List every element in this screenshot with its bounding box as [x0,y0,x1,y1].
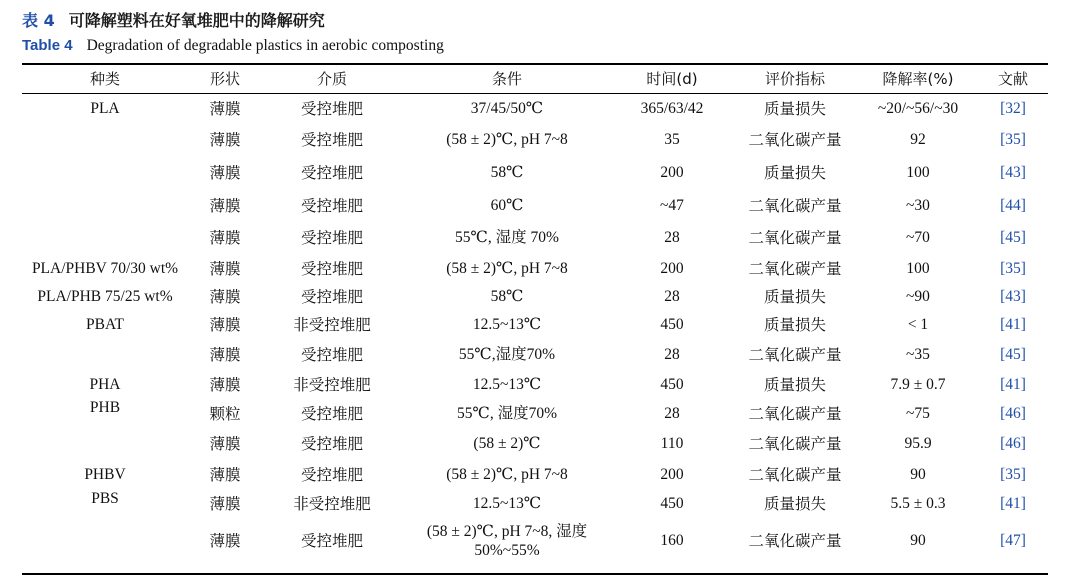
cell-medium: 受控堆肥 [300,345,363,364]
cell-rate: ~20/~56/~30 [877,99,959,117]
cell-type [22,517,188,564]
cell-indicator: 二氧化碳产量 [748,404,842,423]
table-row [22,190,1048,221]
cell-condition: 12.5~13℃ [472,315,542,333]
cell-rate: 7.9 ± 0.7 [890,375,946,393]
cell-condition: 55℃, 湿度70% [456,404,557,422]
cell-type [22,339,188,370]
table-row [22,155,1048,190]
header-row [22,64,1048,93]
cell-shape: 薄膜 [209,345,241,364]
cell-type [22,221,188,254]
cell-type: PBS [91,490,119,507]
cell-condition: (58 ± 2)℃, pH 7~8 [446,130,568,148]
cell-medium: 非受控堆肥 [293,315,371,334]
cell-shape: 薄膜 [209,259,241,278]
cell-shape: 薄膜 [209,130,241,149]
cell-indicator: 质量损失 [763,99,826,118]
table-row [22,339,1048,370]
cell-indicator: 二氧化碳产量 [748,196,842,215]
cell-time: 28 [664,345,680,363]
cell-shape: 薄膜 [209,531,241,550]
table-label-en: Table 4 [22,37,73,54]
cell-shape: 薄膜 [209,163,241,182]
cell-indicator: 二氧化碳产量 [748,228,842,247]
cell-medium: 受控堆肥 [300,259,363,278]
header-rate: 降解率(%) [882,69,954,88]
cell-ref: [46] [1000,434,1026,452]
cell-type [22,124,188,155]
cell-rate: 92 [910,130,926,148]
header-indicator: 评价指标 [764,69,825,88]
cell-condition: (58 ± 2)℃ [473,434,541,452]
table-row [22,310,1048,339]
cell-ref: [32] [1000,99,1026,117]
cell-type: PHA [89,375,121,393]
cell-type: PHB [89,399,121,416]
cell-medium: 非受控堆肥 [293,494,371,513]
cell-time: 200 [660,259,684,277]
cell-medium: 受控堆肥 [300,228,363,247]
cell-medium: 非受控堆肥 [293,375,371,394]
cell-medium: 受控堆肥 [300,287,363,306]
cell-indicator: 质量损失 [763,375,826,394]
table-caption-en [22,37,444,55]
cell-medium: 受控堆肥 [300,531,363,550]
cell-time: 160 [660,531,684,549]
cell-ref: [41] [1000,375,1026,393]
table-caption-cn [22,8,325,31]
cell-type [22,155,188,190]
cell-medium: 受控堆肥 [300,434,363,453]
cell-rate: 90 [910,465,926,483]
cell-medium: 受控堆肥 [300,465,363,484]
table-title-en: Degradation of degradable plastics in aerobic composting [86,37,444,54]
cell-type: PLA [90,99,120,117]
table-label-cn: 表 4 [22,11,55,30]
cell-time: 28 [664,287,680,305]
cell-time: 110 [660,434,684,452]
cell-ref: [35] [1000,259,1026,277]
cell-condition: 37/45/50℃ [470,99,544,117]
cell-shape: 薄膜 [209,315,241,334]
table-body [22,93,1048,564]
cell-indicator: 质量损失 [763,315,826,334]
cell-rate: 95.9 [904,434,932,452]
cell-condition: 58℃ [490,287,524,305]
cell-type [22,190,188,221]
cell-rate: 100 [906,163,930,181]
cell-medium: 受控堆肥 [300,130,363,149]
header-time: 时间(d) [646,69,698,88]
table-row [22,93,1048,124]
cell-shape: 薄膜 [209,465,241,484]
table-row [22,490,1048,517]
cell-indicator: 质量损失 [763,494,826,513]
cell-type: PLA/PHBV 70/30 wt% [31,259,179,277]
cell-rate: 5.5 ± 0.3 [890,494,946,512]
cell-condition: 12.5~13℃ [472,375,542,393]
cell-time: 450 [660,375,684,393]
cell-time: 35 [664,130,680,148]
cell-rate: ~35 [906,345,930,363]
cell-medium: 受控堆肥 [300,196,363,215]
header-ref: 文献 [997,69,1028,88]
cell-indicator: 质量损失 [763,163,826,182]
cell-ref: [35] [1000,465,1026,483]
header-type: 种类 [89,69,120,88]
cell-indicator: 二氧化碳产量 [748,465,842,484]
cell-rate: < 1 [907,315,929,333]
cell-indicator: 二氧化碳产量 [748,130,842,149]
cell-ref: [43] [1000,163,1026,181]
cell-rate: ~75 [906,404,930,422]
table-row [22,254,1048,283]
header-medium: 介质 [316,69,347,88]
cell-type: PLA/PHB 75/25 wt% [37,287,173,305]
cell-rate: ~30 [906,196,930,214]
cell-ref: [41] [1000,494,1026,512]
cell-shape: 薄膜 [209,228,241,247]
cell-type: PBAT [86,315,124,333]
cell-shape: 薄膜 [209,375,241,394]
cell-condition: (58 ± 2)℃, pH 7~8 [446,465,568,483]
table-row [22,124,1048,155]
table-row [22,283,1048,310]
cell-time: 450 [660,494,684,512]
cell-ref: [35] [1000,130,1026,148]
cell-ref: [43] [1000,287,1026,305]
bottom-rule [22,573,1048,575]
table-row [22,428,1048,459]
cell-medium: 受控堆肥 [300,404,363,423]
cell-condition: (58 ± 2)℃, pH 7~8, 湿度 50%~55% [426,522,588,559]
table-title-cn: 可降解塑料在好氧堆肥中的降解研究 [68,11,325,30]
cell-ref: [45] [1000,345,1026,363]
cell-shape: 薄膜 [209,287,241,306]
cell-time: ~47 [660,196,684,214]
cell-time: 200 [660,163,684,181]
table-row [22,517,1048,564]
cell-time: 200 [660,465,684,483]
cell-indicator: 二氧化碳产量 [748,531,842,550]
cell-time: 28 [664,228,680,246]
cell-shape: 薄膜 [209,434,241,453]
table-row [22,221,1048,254]
table-row [22,399,1048,428]
cell-rate: ~90 [906,287,930,305]
cell-type: PHBV [84,465,126,483]
cell-time: 365/63/42 [640,99,704,117]
cell-ref: [47] [1000,531,1026,549]
cell-shape: 薄膜 [209,196,241,215]
cell-condition: 58℃ [490,163,524,181]
cell-indicator: 二氧化碳产量 [748,259,842,278]
cell-rate: 90 [910,531,926,549]
header-condition: 条件 [491,69,522,88]
cell-indicator: 质量损失 [763,287,826,306]
cell-shape: 薄膜 [209,99,241,118]
cell-time: 28 [664,404,680,422]
cell-condition: 55℃, 湿度 70% [455,228,559,246]
cell-indicator: 二氧化碳产量 [748,345,842,364]
cell-condition: 60℃ [490,196,524,214]
cell-shape: 薄膜 [209,494,241,513]
cell-ref: [44] [1000,196,1026,214]
cell-type [22,428,188,459]
cell-shape: 颗粒 [209,404,241,423]
cell-condition: (58 ± 2)℃, pH 7~8 [446,259,568,277]
degradation-table [22,64,1048,564]
cell-rate: ~70 [906,228,930,246]
cell-condition: 55℃,湿度70% [458,345,556,363]
cell-condition: 12.5~13℃ [472,494,542,512]
cell-medium: 受控堆肥 [300,99,363,118]
cell-ref: [45] [1000,228,1026,246]
table-row [22,459,1048,490]
header-shape: 形状 [209,69,240,88]
table-row [22,370,1048,399]
cell-ref: [41] [1000,315,1026,333]
cell-rate: 100 [906,259,930,277]
cell-time: 450 [660,315,684,333]
cell-ref: [46] [1000,404,1026,422]
cell-medium: 受控堆肥 [300,163,363,182]
cell-indicator: 二氧化碳产量 [748,434,842,453]
